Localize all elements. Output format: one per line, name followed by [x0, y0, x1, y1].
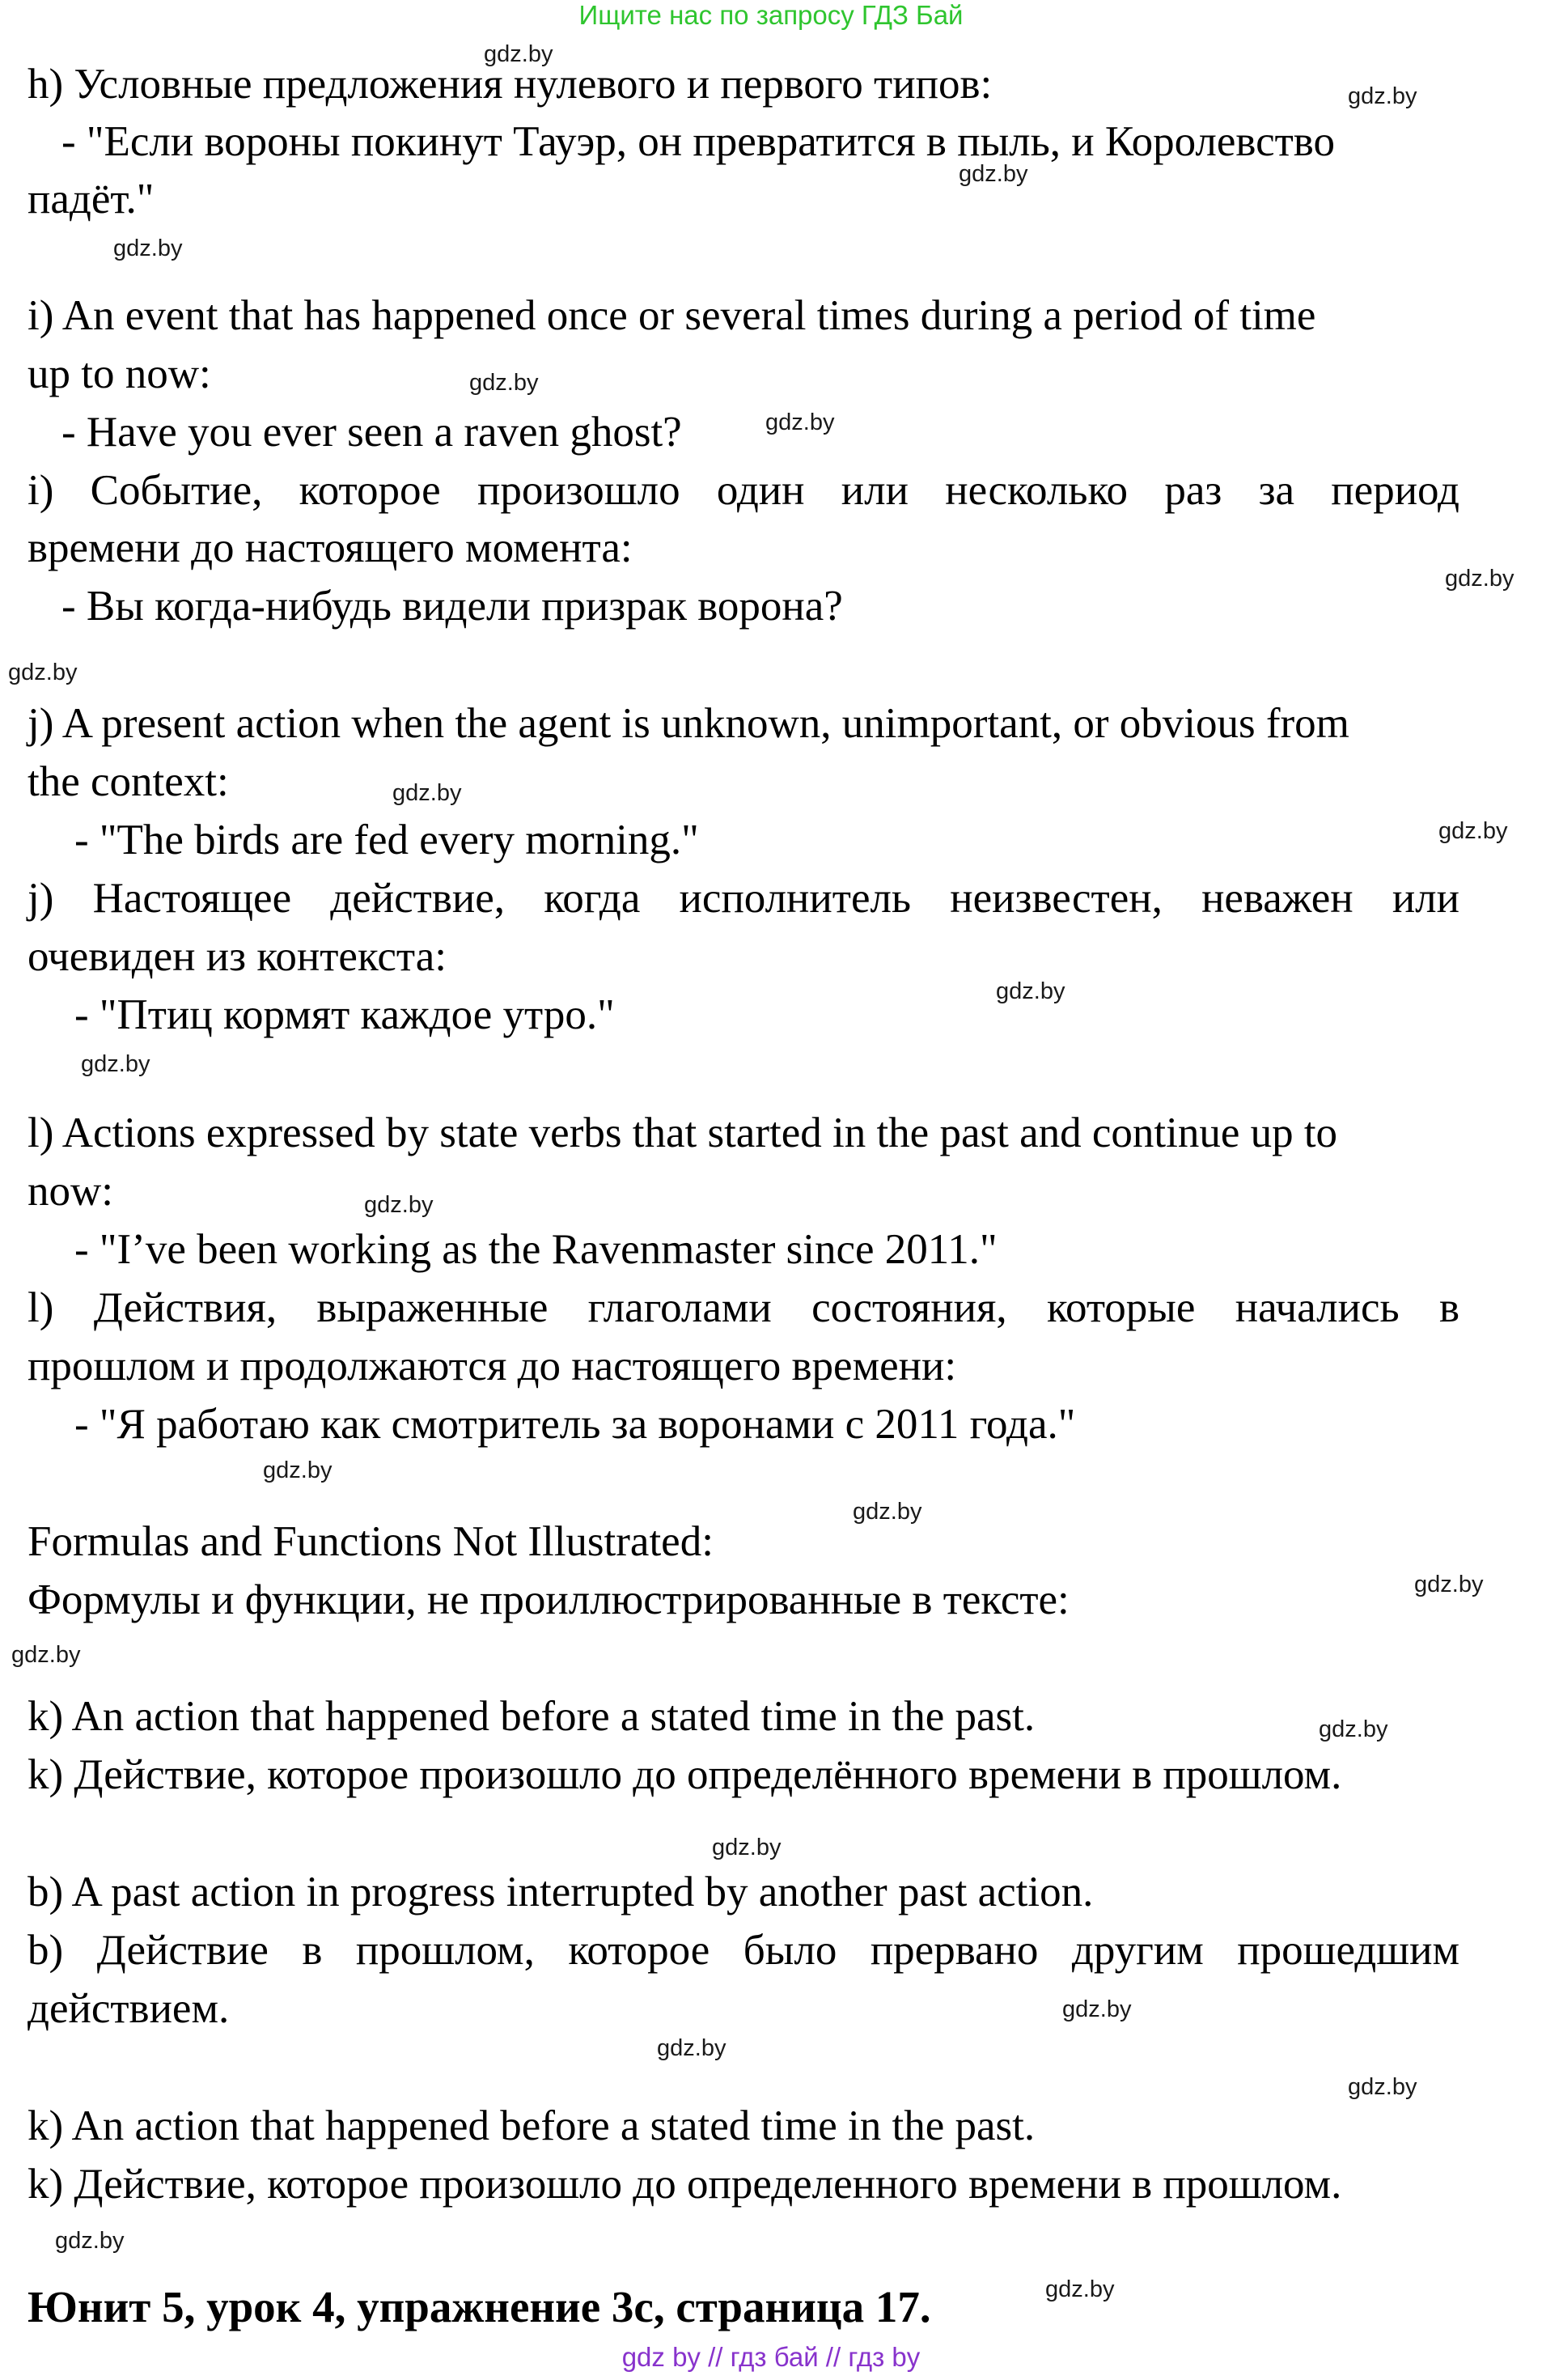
formulas-ru: Формулы и функции, не проиллюстрированные в тексте:	[28, 1576, 1070, 1623]
k1-en: k) An action that happened before a stated time in the past.	[28, 1693, 1036, 1740]
watermark: gdz.by	[263, 1457, 333, 1483]
k2-ru: k) Действие, которое произошло до определенного времени в прошлом.	[28, 2161, 1342, 2208]
watermark: gdz.by	[81, 1051, 150, 1077]
l-en-line1: l) Actions expressed by state verbs that started in the past and continue up to	[28, 1109, 1338, 1156]
b-en: b) A past action in progress interrupted by another past action.	[28, 1869, 1094, 1915]
watermark: gdz.by	[853, 1499, 922, 1525]
l-ru-line3: - "Я работаю как смотритель за воронами с 2011 года."	[74, 1401, 1076, 1448]
watermark: gdz.by	[765, 409, 835, 435]
k2-en: k) An action that happened before a stated time in the past.	[28, 2102, 1036, 2149]
watermark: gdz.by	[657, 2035, 727, 2061]
watermark: gdz.by	[1348, 2074, 1417, 2100]
j-en-line3: - "The birds are fed every morning."	[74, 817, 699, 863]
h-ru-line1: h) Условные предложения нулевого и первого типов:	[28, 61, 993, 108]
l-ru-line2: прошлом и продолжаются до настоящего времени:	[28, 1343, 957, 1389]
h-ru-line3: падёт."	[28, 176, 155, 223]
watermark: gdz.by	[113, 235, 183, 261]
watermark: gdz.by	[1438, 818, 1508, 844]
watermark: gdz.by	[392, 780, 462, 806]
watermark: gdz.by	[1348, 83, 1417, 109]
i-ru-line3: - Вы когда-нибудь видели призрак ворона?	[61, 583, 843, 630]
i-ru-line1: i) Событие, которое произошло один или несколько раз за период	[28, 467, 1459, 514]
watermark: gdz.by	[8, 660, 78, 685]
j-ru-line2: очевиден из контекста:	[28, 933, 447, 980]
watermark: gdz.by	[11, 1642, 81, 1668]
watermark: gdz.by	[1414, 1572, 1484, 1597]
watermark: gdz.by	[55, 2228, 125, 2254]
watermark: gdz.by	[484, 41, 553, 67]
watermark: gdz.by	[1045, 2276, 1115, 2302]
watermark: gdz.by	[469, 370, 539, 396]
watermark: gdz.by	[712, 1835, 782, 1860]
i-en-line1: i) An event that has happened once or several times during a period of time	[28, 292, 1316, 339]
j-en-line1: j) A present action when the agent is unknown, unimportant, or obvious from	[28, 700, 1349, 747]
watermark: gdz.by	[364, 1192, 434, 1218]
watermark: gdz.by	[996, 978, 1065, 1004]
footer-links[interactable]: gdz by // гдз бай // гдз by	[621, 2342, 921, 2372]
h-ru-line2: - "Если вороны покинут Тауэр, он превратится в пыль, и Королевство	[61, 118, 1335, 165]
j-ru-line1: j) Настоящее действие, когда исполнитель неизвестен, неважен или	[28, 875, 1459, 922]
watermark: gdz.by	[959, 161, 1028, 187]
i-en-line3: - Have you ever seen a raven ghost?	[61, 409, 682, 456]
i-ru-line2: времени до настоящего момента:	[28, 524, 633, 571]
j-ru-line3: - "Птиц кормят каждое утро."	[74, 991, 615, 1038]
j-en-line2: the context:	[28, 758, 229, 805]
watermark: gdz.by	[1445, 566, 1514, 592]
watermark: gdz.by	[1062, 1996, 1132, 2022]
i-en-line2: up to now:	[28, 350, 211, 397]
site-banner[interactable]: Ищите нас по запросу ГДЗ Бай	[578, 0, 964, 30]
l-en-line3: - "I’ve been working as the Ravenmaster since 2011."	[74, 1226, 998, 1273]
l-en-line2: now:	[28, 1168, 113, 1215]
b-ru-line2: действием.	[28, 1985, 230, 2032]
b-ru-line1: b) Действие в прошлом, которое было прервано другим прошедшим	[28, 1927, 1459, 1974]
l-ru-line1: l) Действия, выраженные глаголами состояния, которые начались в	[28, 1284, 1459, 1331]
page-title: Юнит 5, урок 4, упражнение 3с, страница 17.	[28, 2282, 931, 2331]
formulas-en: Formulas and Functions Not Illustrated:	[28, 1518, 714, 1565]
k1-ru: k) Действие, которое произошло до определённого времени в прошлом.	[28, 1751, 1342, 1798]
watermark: gdz.by	[1319, 1716, 1388, 1742]
